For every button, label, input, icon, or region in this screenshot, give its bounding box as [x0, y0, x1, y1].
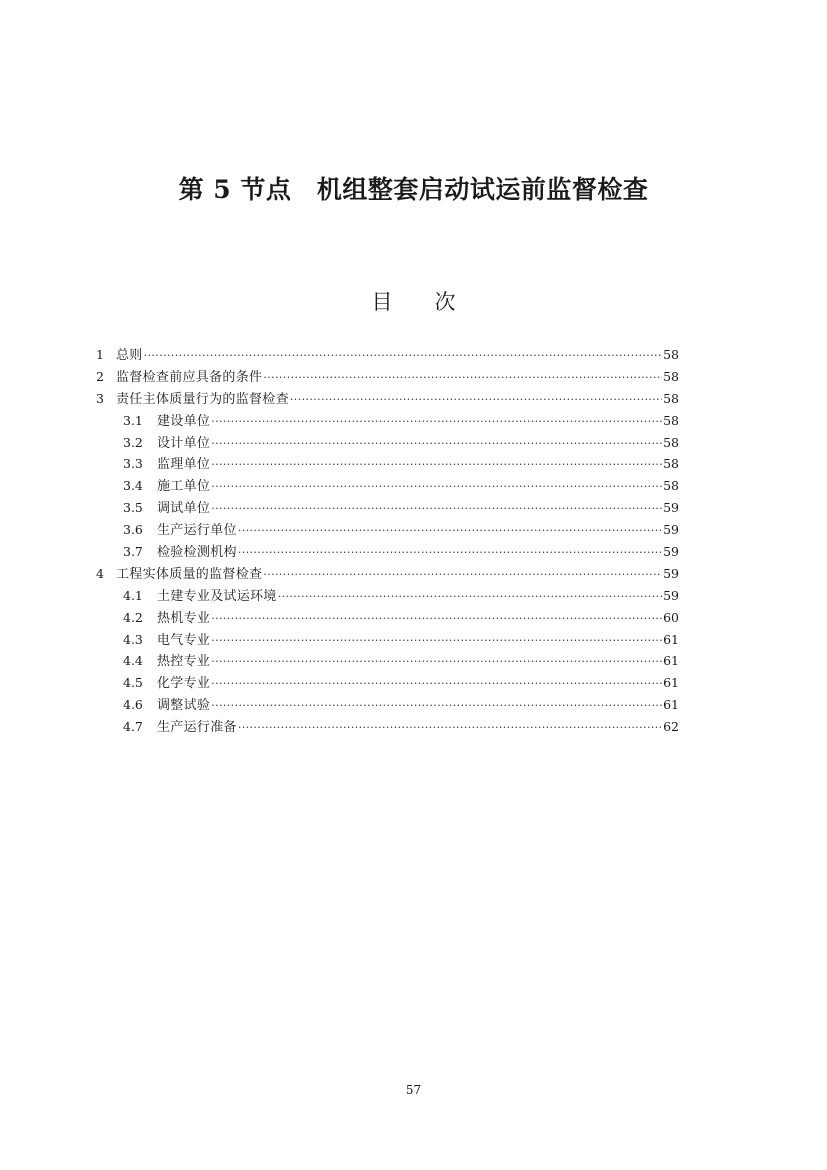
toc-entry[interactable] — [96, 366, 679, 388]
toc-entry-page: 59 — [663, 500, 679, 516]
footer-page-number: 57 — [405, 1083, 422, 1097]
toc-entry-page: 58 — [663, 412, 679, 428]
toc-entry-number: 4.3 — [123, 631, 143, 647]
toc-leader-dots — [211, 608, 662, 630]
toc-entry[interactable] — [96, 410, 679, 432]
toc-entry-page: 59 — [663, 565, 679, 581]
toc-entry-page: 61 — [663, 631, 679, 647]
toc-entry-number: 3.7 — [123, 544, 143, 560]
toc-entry[interactable] — [96, 519, 679, 541]
toc-entry-number: 4.6 — [123, 697, 143, 713]
toc-leader-dots — [211, 630, 662, 652]
toc-entry-label: 工程实体质量的监督检查 — [116, 566, 263, 582]
toc-leader-dots — [238, 520, 662, 542]
toc-entry-label: 总则 — [116, 348, 143, 363]
toc-entry[interactable] — [96, 585, 679, 607]
table-of-contents — [96, 344, 679, 738]
toc-entry-label: 电气专业 — [157, 632, 211, 648]
toc-entry-page: 59 — [663, 544, 679, 560]
toc-entry[interactable] — [96, 453, 679, 475]
toc-leader-dots — [238, 717, 662, 739]
toc-entry[interactable] — [96, 629, 679, 651]
toc-entry-number: 3.5 — [123, 500, 143, 516]
toc-entry-label: 监督检查前应具备的条件 — [116, 369, 263, 385]
toc-entry[interactable] — [96, 432, 679, 454]
toc-entry[interactable] — [96, 672, 679, 694]
toc-leader-dots — [211, 673, 662, 695]
toc-leader-dots — [278, 586, 662, 608]
toc-entry-label: 生产运行准备 — [157, 720, 237, 736]
toc-entry[interactable] — [96, 388, 679, 410]
toc-entry-label: 调整试验 — [157, 698, 211, 714]
toc-entry[interactable] — [96, 563, 679, 585]
toc-leader-dots — [211, 433, 662, 455]
toc-entry-label: 设计单位 — [157, 435, 211, 451]
toc-leader-dots — [211, 454, 662, 476]
toc-leader-dots — [211, 695, 662, 717]
toc-entry-page: 58 — [663, 478, 679, 494]
toc-entry-page: 59 — [663, 522, 679, 538]
toc-leader-dots — [211, 498, 662, 520]
toc-entry-number: 4.7 — [123, 719, 143, 735]
toc-entry-page: 61 — [663, 653, 679, 669]
toc-entry-page: 58 — [663, 434, 679, 450]
toc-entry-label: 土建专业及试运环境 — [157, 588, 277, 604]
toc-entry-label: 调试单位 — [157, 501, 211, 517]
toc-entry-label: 检验检测机构 — [157, 545, 237, 561]
toc-entry-label: 责任主体质量行为的监督检查 — [116, 391, 289, 407]
toc-entry[interactable] — [96, 694, 679, 716]
toc-entry-number: 4 — [96, 565, 104, 581]
toc-entry[interactable] — [96, 716, 679, 738]
toc-entry-number: 1 — [96, 347, 104, 362]
toc-entry-label: 生产运行单位 — [157, 523, 237, 539]
toc-entry-page: 58 — [663, 456, 679, 472]
toc-entry-page: 58 — [663, 368, 679, 384]
toc-entry-number: 4.5 — [123, 675, 143, 691]
toc-entry-page: 59 — [663, 587, 679, 603]
toc-entry-number: 3.6 — [123, 522, 143, 538]
toc-entry-label: 热机专业 — [157, 610, 211, 626]
toc-leader-dots — [290, 389, 662, 411]
toc-entry-label: 化学专业 — [157, 676, 211, 692]
toc-entry[interactable] — [96, 650, 679, 672]
toc-leader-dots — [211, 476, 662, 498]
toc-entry-number: 4.4 — [123, 653, 143, 669]
toc-entry-label: 施工单位 — [157, 479, 211, 495]
toc-leader-dots — [211, 651, 662, 673]
toc-entry[interactable] — [96, 607, 679, 629]
toc-leader-dots — [263, 564, 662, 586]
toc-entry-number: 3.1 — [123, 412, 143, 428]
toc-entry-number: 3.2 — [123, 434, 143, 450]
toc-leader-dots — [263, 367, 662, 389]
toc-entry-number: 3 — [96, 390, 104, 406]
toc-entry-page: 61 — [663, 697, 679, 713]
toc-entry[interactable] — [96, 344, 679, 366]
toc-leader-dots — [211, 411, 662, 433]
toc-entry-page: 58 — [663, 347, 679, 362]
page-title: 第 5 节点 机组整套启动试运前监督检查 — [178, 175, 649, 204]
toc-leader-dots — [144, 345, 662, 367]
toc-entry-label: 热控专业 — [157, 654, 211, 670]
toc-entry-number: 4.1 — [123, 587, 143, 603]
toc-heading: 目 次 — [371, 290, 456, 314]
toc-entry-page: 60 — [663, 609, 679, 625]
toc-entry-label: 建设单位 — [157, 413, 211, 429]
toc-entry[interactable] — [96, 541, 679, 563]
toc-entry-number: 3.3 — [123, 456, 143, 472]
toc-entry-label: 监理单位 — [157, 457, 211, 473]
toc-entry[interactable] — [96, 497, 679, 519]
toc-entry-page: 62 — [663, 719, 679, 735]
toc-entry-number: 2 — [96, 368, 104, 384]
toc-leader-dots — [238, 542, 662, 564]
toc-entry-page: 61 — [663, 675, 679, 691]
toc-entry-page: 58 — [663, 390, 679, 406]
toc-entry-number: 3.4 — [123, 478, 143, 494]
toc-entry-number: 4.2 — [123, 609, 143, 625]
toc-entry[interactable] — [96, 475, 679, 497]
